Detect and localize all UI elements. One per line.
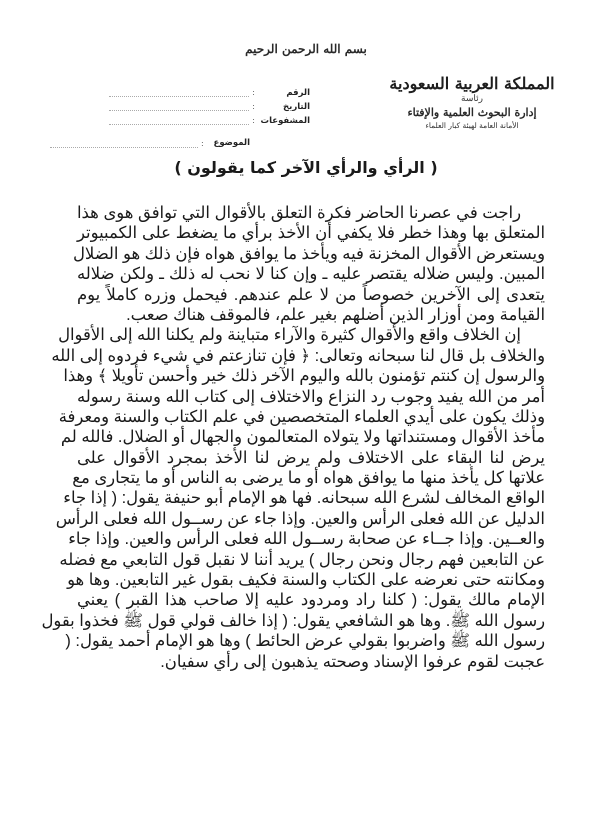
- body-line: والرسول إن كنتم تؤمنون بالله واليوم الآخر ذلك خير وأحسن تأويلا ﴾ وهذا: [63, 367, 545, 386]
- document-title: ( الرأي والرأي الآخر كما يقولون ): [174, 158, 438, 177]
- letterhead-department: إدارة البحوث العلمية والإفتاء: [407, 106, 537, 119]
- field-value: [50, 141, 198, 148]
- body-line: عجبت لقوم عرفوا الإسناد وصحته يذهبون إلى رأي سفيان.: [160, 652, 545, 671]
- body-line: المبين. وليس ضلاله يقتصر عليه ـ وإن كنا لا نحب له ذلك ـ ولكن ضلاله: [77, 265, 545, 284]
- body-line: يتعدى إلى الآخرين خصوصاً من لا علم عندهم. فيحمل وزره كاملاً يوم: [77, 285, 545, 304]
- body-line: ومكانته حتى نعرضه على الكتاب والسنة فكيف بقول غير التابعين. وها هو: [67, 571, 545, 590]
- body-line: والخلاف بل قال لنا سبحانه وتعالى: ﴿ فإن تنازعتم في شيء فردوه إلى الله: [51, 346, 545, 365]
- body-line: الإمام مالك يقول: ( كلنا راد ومردود عليه إلا صاحب هذا القبر ) يعني: [77, 591, 545, 610]
- body-line: المتعلق بها وهذا خطر فلا يكفي أن الأخذ برأي ما يضغط على الكمبيوتر: [77, 224, 545, 243]
- field-label: الرقم: [286, 87, 310, 98]
- field-value: [109, 104, 249, 111]
- field-colon: :: [252, 88, 255, 97]
- body-line: رسول الله ﷺ. وها هو الشافعي يقول: ( إذا خالف قولي قول ﷺ فخذوا بقول: [41, 611, 545, 630]
- field-colon: :: [252, 102, 255, 111]
- field-colon: :: [201, 138, 204, 148]
- field-date: [50, 100, 310, 113]
- field-label: التاريخ: [283, 101, 310, 112]
- body-line: علاتها كل يأخذ منها ما يوافق هواه أو ما يرضى به الناس أو ما يتجارى مع: [72, 469, 545, 488]
- body-line: مأخذ الأقوال ومستنداتها ولا يتولاه المتعالمون والجهال أو الضلال. فالله لم: [60, 428, 545, 447]
- letterhead-presidency: رئاسة: [461, 94, 483, 104]
- reference-fields: [50, 86, 310, 128]
- field-subject: [50, 138, 250, 148]
- field-number: [50, 86, 310, 99]
- body-line: وذلك يكون على أيدي العلماء المتخصصين في علم الكتاب والسنة ومعرفة: [58, 407, 545, 426]
- field-label: الموضوع: [213, 138, 250, 148]
- letterhead-kingdom: المملكة العربية السعودية: [389, 74, 555, 93]
- letterhead-secretariat: الأمانة العامة لهيئة كبار العلماء: [425, 121, 519, 130]
- basmala-heading: بسم الله الرحمن الرحيم: [245, 42, 367, 56]
- body-line: ويستعرض الأقوال المخزنة فيه ويأخذ ما يوافق هواه فإن ذلك هو الضلال: [73, 244, 545, 263]
- body-line: أمر من الله يفيد وجوب رد النزاع والاختلاف إلى كتاب الله وسنة رسوله: [77, 387, 545, 406]
- field-value: [109, 90, 249, 97]
- body-line: عن التابعين فهم رجال ونحن رجال ) يريد أننا لا نقبل قول التابعي مع فضله: [59, 550, 545, 569]
- body-line: يرض لنا البقاء على الاختلاف ولم يرض لنا الأخذ بمجرد الأقوال على: [77, 448, 545, 467]
- letterhead: [372, 74, 572, 131]
- field-label: المشفوعات: [260, 115, 310, 126]
- body-line: الواقع المخالف لشرع الله سبحانه. فها هو الإمام أبو حنيفة يقول: ( إذا جاء: [63, 489, 545, 508]
- field-colon: :: [252, 116, 255, 125]
- body-line: راجت في عصرنا الحاضر فكرة التعلق بالأقوال التي توافق هوى هذا: [77, 204, 521, 222]
- body-line: القيامة ومن أوزار الذين أضلهم بغير علم، فالموقف هناك صعب.: [126, 305, 545, 324]
- body-line: رسول الله ﷺ واضربوا بقولي عرض الحائط ) وها هو الإمام أحمد يقول: (: [65, 632, 545, 651]
- body-line: والعــين. وإذا جــاء عن صحابة رســول الله فعلى الرأس والعين. وإذا جاء: [68, 530, 545, 549]
- field-value: [109, 118, 249, 125]
- body-line: إن الخلاف واقع والأقوال كثيرة والآراء متباينة ولم يكلنا الله إلى الأقوال: [58, 326, 521, 345]
- field-attachments: [50, 114, 310, 127]
- document-body: [41, 203, 545, 672]
- body-line: الدليل عن الله فعلى الرأس والعين. وإذا جاء عن رســول الله فعلى الرأس: [55, 509, 545, 528]
